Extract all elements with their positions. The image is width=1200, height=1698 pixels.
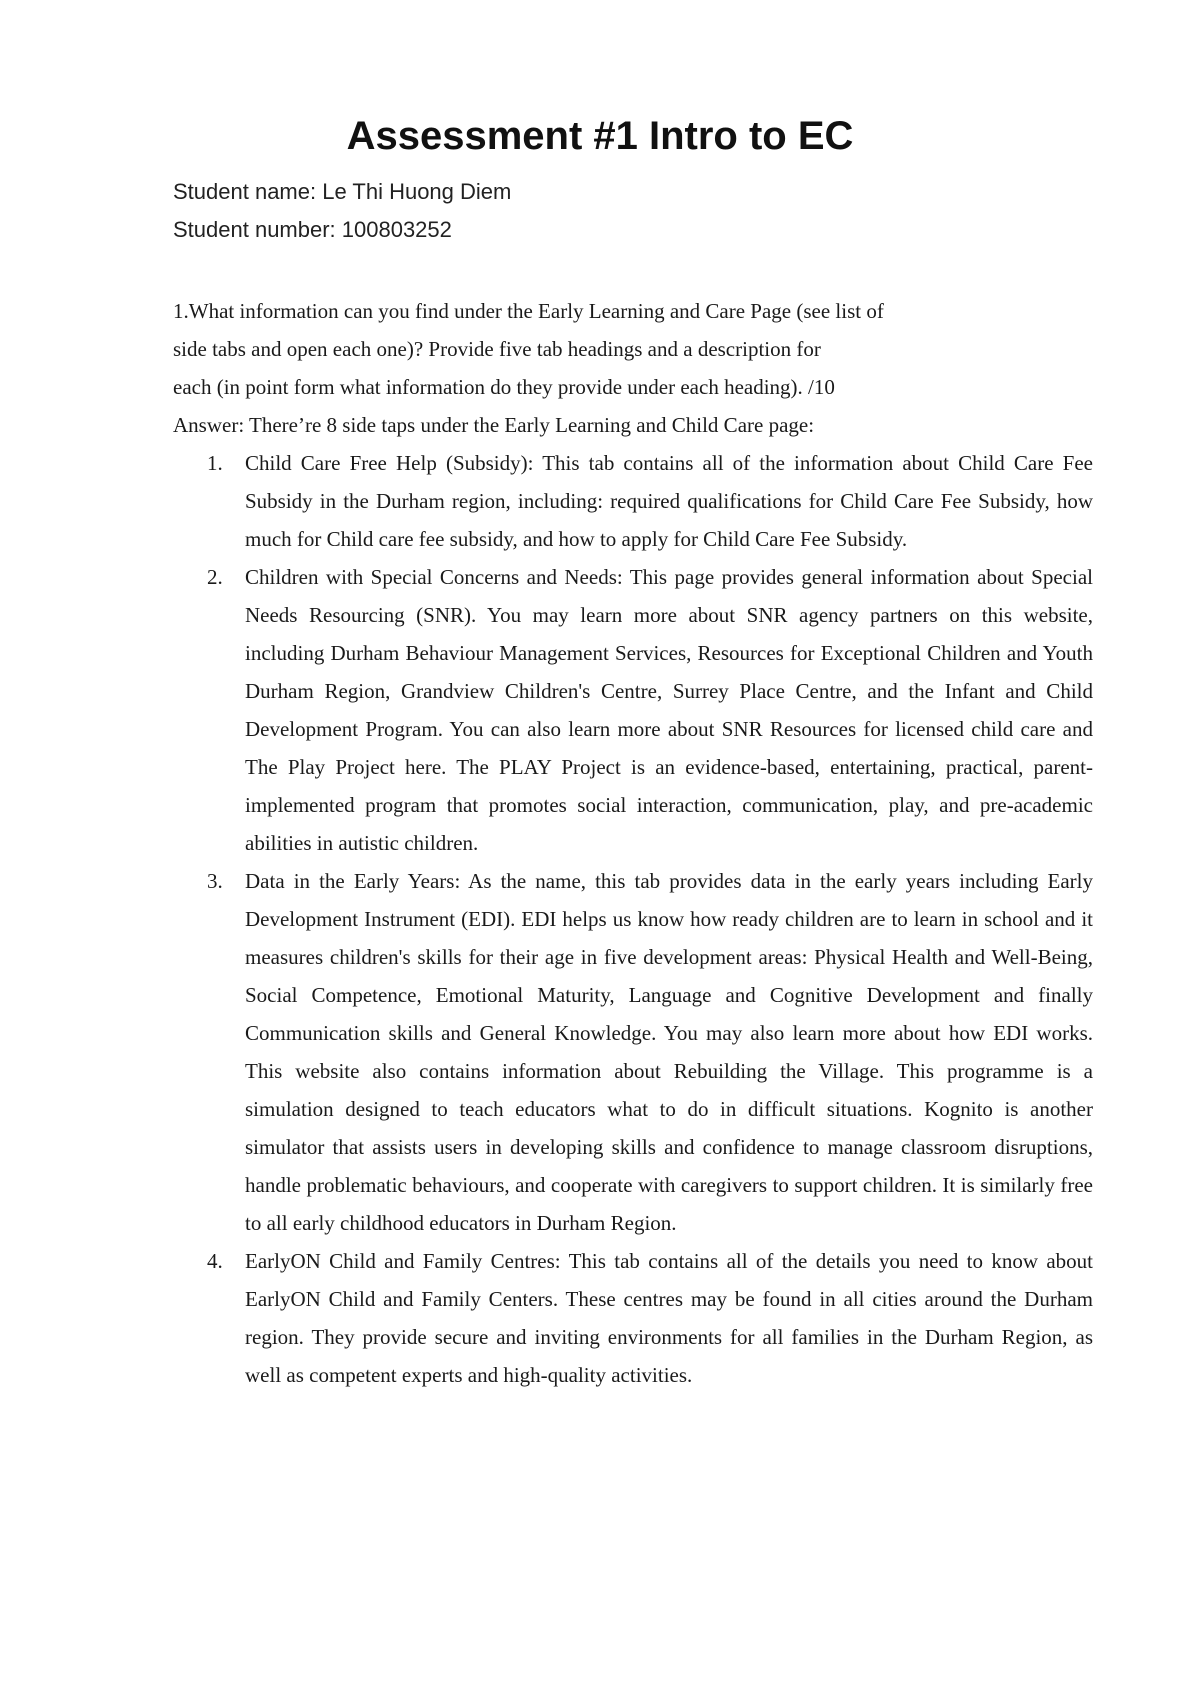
question-line: 1.What information can you find under the Early Learning and Care Page (see list of — [173, 299, 884, 323]
answer-item — [173, 862, 1093, 1242]
question-line: each (in point form what information do they provide under each heading). /10 — [173, 375, 835, 399]
question-block — [173, 292, 1093, 406]
document-body — [173, 292, 1093, 1394]
answer-text: EarlyON Child and Family Centres: This tab contains all of the details you need to know about EarlyON Child and Family Centers. These centres may be found in all cities around the Durham region. They provide secure and inviting environments for all families in the Durham Region, as well as competent experts and high-quality activities. — [245, 1249, 1093, 1387]
question-line: side tabs and open each one)? Provide five tab headings and a description for — [173, 337, 821, 361]
student-name: Student name: Le Thi Huong Diem — [173, 179, 512, 204]
document-title: Assessment #1 Intro to EC — [346, 114, 854, 158]
answer-text: Child Care Free Help (Subsidy): This tab contains all of the information about Child Care Fee Subsidy in the Durham region, including: required qualifications for Child Care Fee Subsidy, how much for Child care fee subsidy, and how to apply for Child Care Fee Subsidy. — [245, 451, 1093, 551]
answer-item — [173, 558, 1093, 862]
answer-text: Children with Special Concerns and Needs: This page provides general information about Special Needs Resourcing (SNR). You may learn more about SNR agency partners on this website, including Durham Behaviour Management Services, Resources for Exceptional Children and Youth Durham Region, Grandview Children's Centre, Surrey Place Centre, and the Infant and Child Development Program. You can also learn more about SNR Resources for licensed child care and The Play Project here. The PLAY Project is an evidence-based, entertaining, practical, parent-implemented program that promotes social interaction, communication, play, and pre-academic abilities in autistic children. — [245, 565, 1093, 855]
answer-number: 4. — [207, 1249, 223, 1273]
answer-number: 3. — [207, 869, 223, 893]
answer-number: 2. — [207, 565, 223, 589]
answer-intro: Answer: There’re 8 side taps under the Early Learning and Child Care page: — [173, 413, 815, 437]
answer-item — [173, 1242, 1093, 1394]
answer-item — [173, 444, 1093, 558]
answer-text: Data in the Early Years: As the name, this tab provides data in the early years including Early Development Instrument (EDI). EDI helps us know how ready children are to learn in school and it measures children's skills for their age in five development areas: Physical Health and Well-Being, Social Competence, Emotional Maturity, Language and Cognitive Development and finally Communication skills and General Knowledge. You may also learn more about how EDI works. This website also contains information about Rebuilding the Village. This programme is a simulation designed to teach educators what to do in difficult situations. Kognito is another simulator that assists users in developing skills and confidence to manage classroom disruptions, handle problematic behaviours, and cooperate with caregivers to support children. It is similarly free to all early childhood educators in Durham Region. — [245, 869, 1093, 1235]
answer-number: 1. — [207, 451, 223, 475]
answer-list — [173, 444, 1093, 1394]
student-number: Student number: 100803252 — [173, 217, 452, 242]
